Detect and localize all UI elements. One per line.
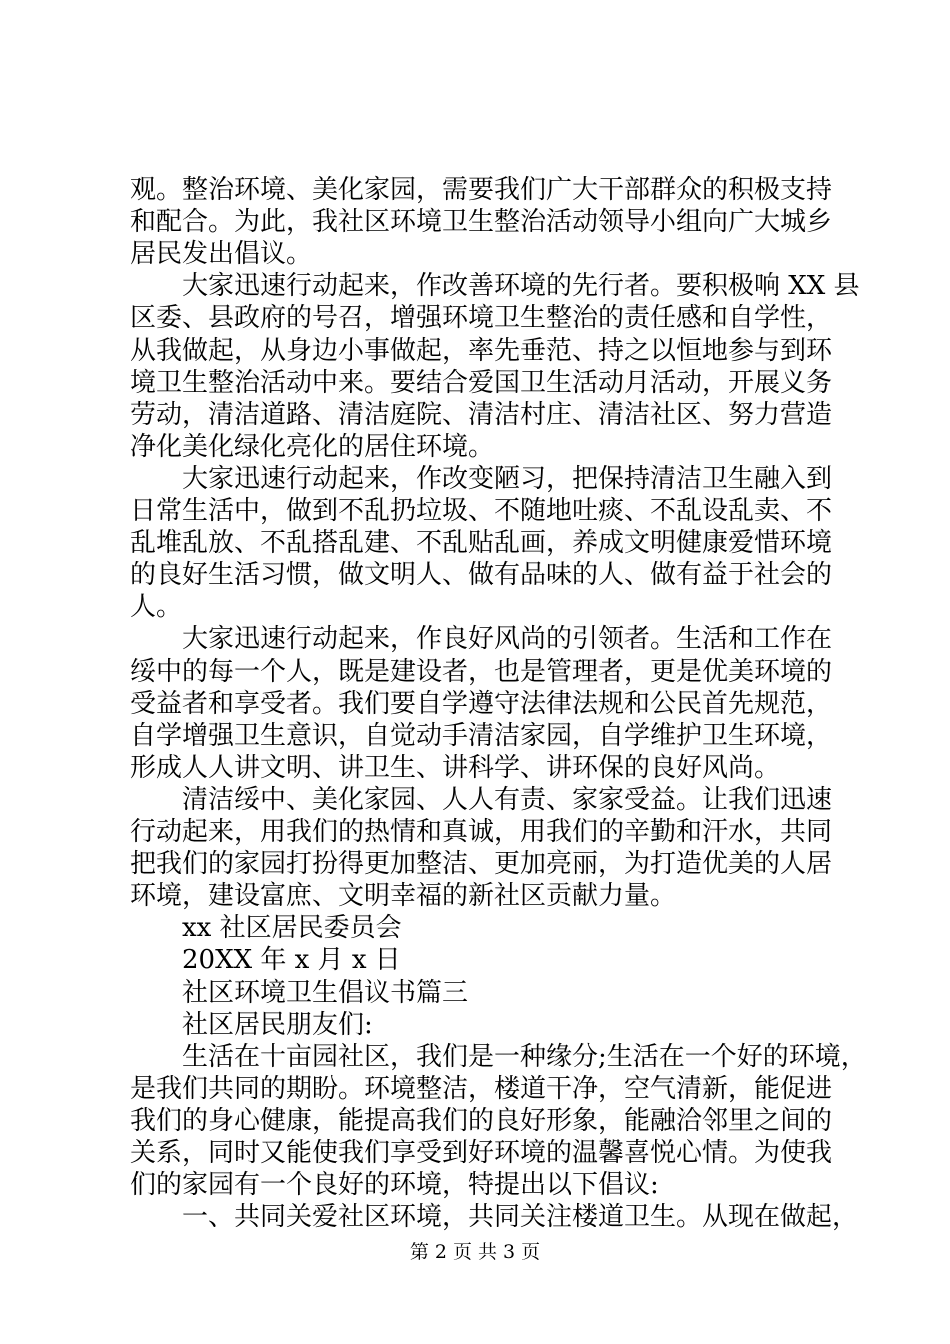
signature-date: 20XX 年 x 月 x 日 xyxy=(182,945,401,976)
text-line: 环境，建设富庶、文明幸福的新社区贡献力量。 xyxy=(130,881,677,912)
text-line: 清洁绥中、美化家园、人人有责、家家受益。让我们迅速 xyxy=(182,784,833,815)
text-line: 人。 xyxy=(130,592,183,623)
text-line: 受益者和享受者。我们要自学遵守法律法规和公民首先规范， xyxy=(130,688,833,719)
text-line: 绥中的每一个人，既是建设者，也是管理者，更是优美环境的 xyxy=(130,656,833,687)
text-line: 关系，同时又能使我们享受到好环境的温馨喜悦心情。为使我 xyxy=(130,1138,833,1168)
text-line: 和配合。为此，我社区环境卫生整治活动领导小组向广大城乡 xyxy=(130,207,833,238)
text-line: 形成人人讲文明、讲卫生、讲科学、讲环保的良好风尚。 xyxy=(130,752,781,783)
text-line: 净化美化绿化亮化的居住环境。 xyxy=(130,431,495,462)
text-line: 区委、县政府的号召，增强环境卫生整治的责任感和自学性， xyxy=(130,303,833,334)
section-heading: 社区环境卫生倡议书篇三 xyxy=(182,977,469,1008)
text-line: 大家迅速行动起来，作良好风尚的引领者。生活和工作在 xyxy=(182,624,833,655)
text-line: 我们的身心健康，能提高我们的良好形象，能融洽邻里之间的 xyxy=(130,1105,833,1136)
text-line: 境卫生整治活动中来。要结合爱国卫生活动月活动，开展义务 xyxy=(130,367,833,398)
text-line: 大家迅速行动起来，作改善环境的先行者。要积极响 XX 县 xyxy=(182,271,860,302)
text-line: 日常生活中，做到不乱扔垃圾、不随地吐痰、不乱设乱卖、不 xyxy=(130,496,833,526)
text-line: 们的家园有一个良好的环境，特提出以下倡议: xyxy=(130,1170,659,1201)
text-line: 一、共同关爱社区环境，共同关注楼道卫生。从现在做起， xyxy=(182,1202,859,1233)
text-line: 行动起来，用我们的热情和真诚，用我们的辛勤和汗水，共同 xyxy=(130,817,833,847)
text-line: 乱堆乱放、不乱搭乱建、不乱贴乱画，养成文明健康爱惜环境 xyxy=(130,528,833,559)
salutation: 社区居民朋友们: xyxy=(182,1009,373,1040)
text-line: 的良好生活习惯，做文明人、做有品味的人、做有益于社会的 xyxy=(130,560,833,591)
signature-committee: xx 社区居民委员会 xyxy=(182,913,402,944)
text-line: 生活在十亩园社区，我们是一种缘分;生活在一个好的环境， xyxy=(182,1041,867,1072)
text-line: 是我们共同的期盼。环境整洁，楼道干净，空气清新，能促进 xyxy=(130,1073,833,1104)
text-line: 把我们的家园打扮得更加整洁、更加亮丽，为打造优美的人居 xyxy=(130,849,833,880)
text-line: 劳动，清洁道路、清洁庭院、清洁村庄、清洁社区、努力营造 xyxy=(130,399,833,430)
text-line: 观。整治环境、美化家园，需要我们广大干部群众的积极支持 xyxy=(130,175,833,205)
text-line: 自学增强卫生意识，自觉动手清洁家园，自学维护卫生环境， xyxy=(130,720,833,751)
text-line: 居民发出倡议。 xyxy=(130,239,313,270)
page-footer: 第 2 页 共 3 页 xyxy=(409,1241,541,1263)
text-line: 大家迅速行动起来，作改变陋习，把保持清洁卫生融入到 xyxy=(182,463,833,494)
text-line: 从我做起，从身边小事做起，率先垂范、持之以恒地参与到环 xyxy=(130,335,833,366)
